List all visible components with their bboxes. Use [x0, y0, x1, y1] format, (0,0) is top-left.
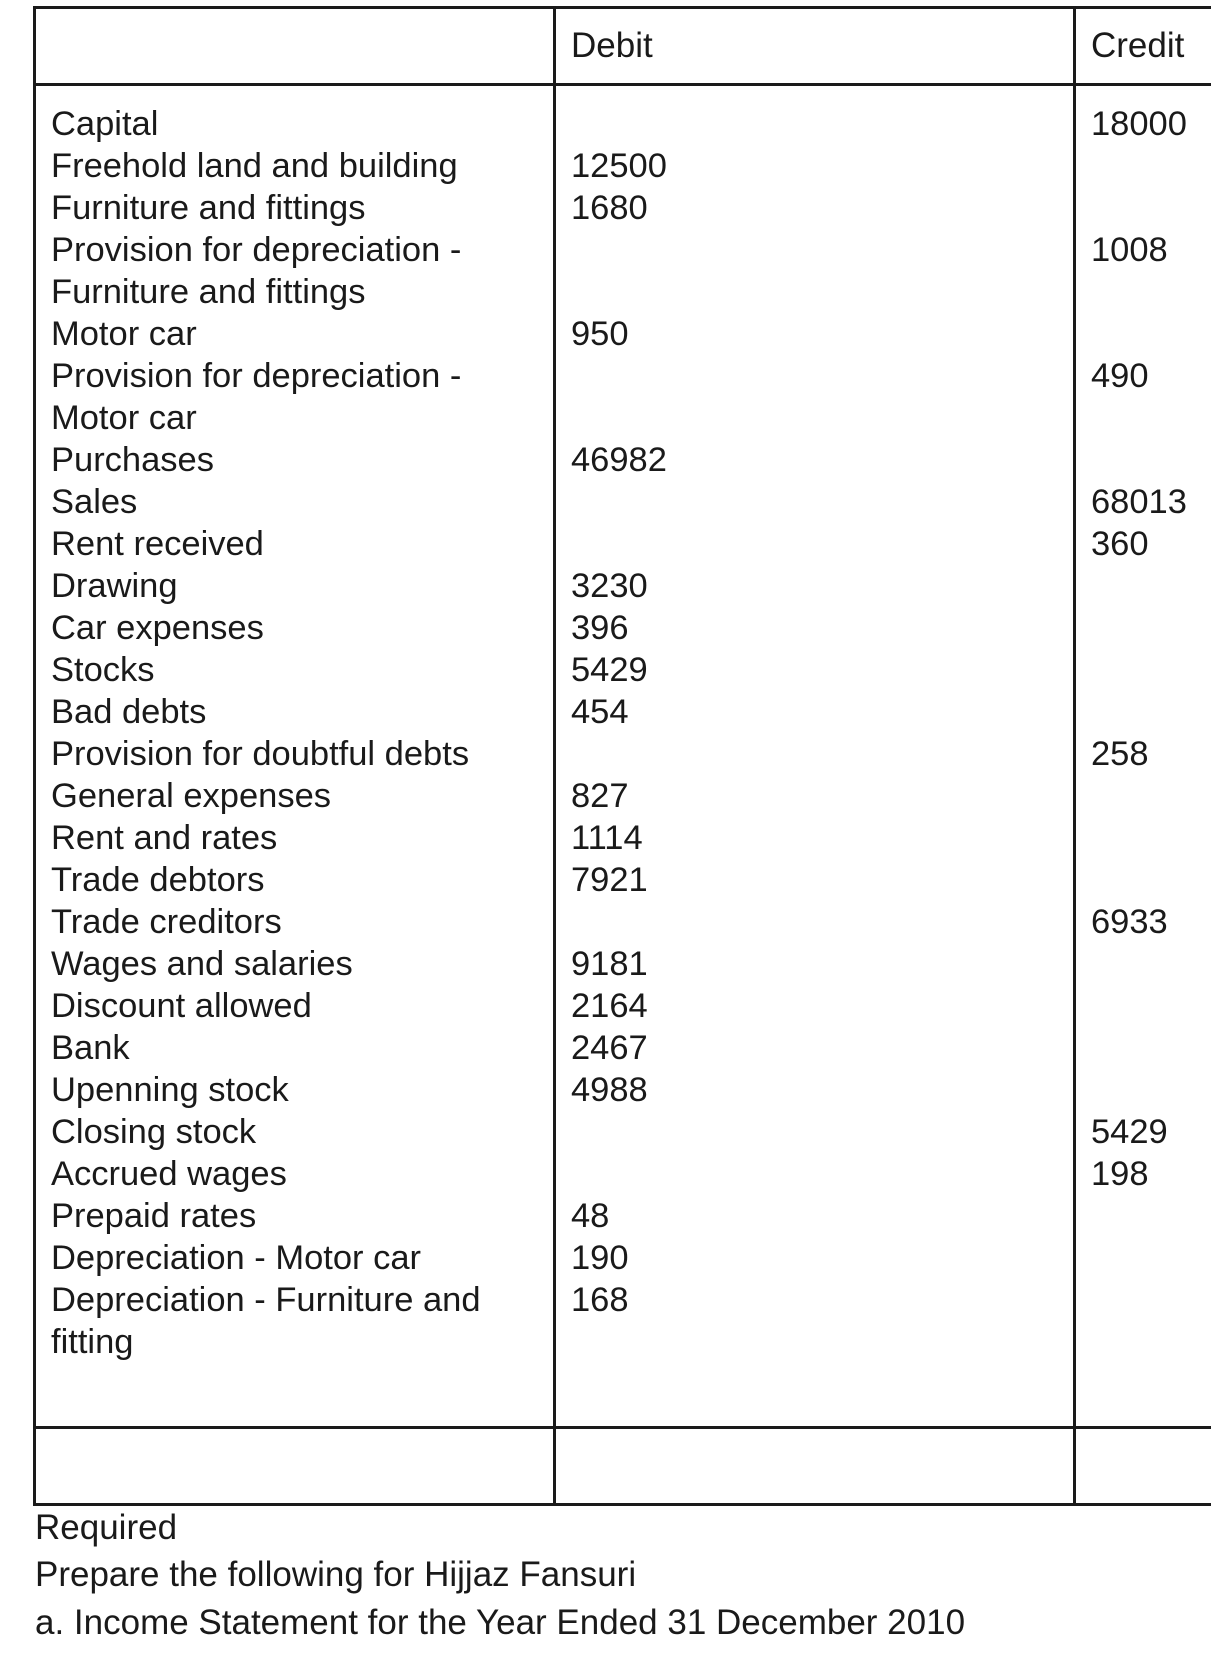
table-row: [0, 691, 1211, 733]
debit-amount: 12500: [571, 147, 667, 185]
account-name: Motor car: [51, 315, 197, 353]
account-name: Provision for depreciation - Motor car: [51, 357, 462, 437]
requirement-item-a: a. Income Statement for the Year Ended 31 December 2010: [35, 1603, 966, 1642]
debit-amount: 3230: [571, 567, 648, 605]
debit-amount: 48: [571, 1197, 610, 1235]
account-name: Drawing: [51, 567, 178, 605]
table-row: [0, 1237, 1211, 1279]
required-heading: Required: [35, 1508, 178, 1547]
credit-amount: 258: [1091, 735, 1149, 773]
table-row: [0, 481, 1211, 523]
account-name: Freehold land and building: [51, 147, 458, 185]
debit-amount: 827: [571, 777, 629, 815]
table-row: [0, 229, 1211, 313]
account-name: Provision for doubtful debts: [51, 735, 470, 773]
table-row: [0, 943, 1211, 985]
table-row: [0, 1153, 1211, 1195]
debit-amount: 1680: [571, 189, 648, 227]
account-name: Closing stock: [51, 1113, 257, 1151]
debit-amount: 5429: [571, 651, 648, 689]
account-name: Depreciation - Furniture and fitting: [51, 1281, 481, 1361]
account-name: Rent and rates: [51, 819, 278, 857]
table-row: [0, 775, 1211, 817]
credit-column-header: Credit: [1091, 26, 1185, 65]
table-row: [0, 187, 1211, 229]
debit-amount: 396: [571, 609, 629, 647]
table-row: [0, 1195, 1211, 1237]
table-row: [0, 859, 1211, 901]
table-row: [0, 1279, 1211, 1363]
account-name: Trade creditors: [51, 903, 282, 941]
account-name: Bad debts: [51, 693, 207, 731]
header-divider: [33, 83, 1211, 86]
credit-amount: 490: [1091, 357, 1149, 395]
account-name: Prepaid rates: [51, 1197, 257, 1235]
credit-amount: 18000: [1091, 105, 1187, 143]
credit-amount: 68013: [1091, 483, 1187, 521]
debit-amount: 454: [571, 693, 629, 731]
credit-amount: 198: [1091, 1155, 1149, 1193]
account-name: Trade debtors: [51, 861, 265, 899]
account-rows: [0, 103, 1211, 1363]
credit-amount: 1008: [1091, 231, 1168, 269]
account-name: Stocks: [51, 651, 155, 689]
debit-amount: 4988: [571, 1071, 648, 1109]
debit-amount: 2467: [571, 1029, 648, 1067]
debit-amount: 9181: [571, 945, 648, 983]
table-row: [0, 355, 1211, 439]
credit-amount: 5429: [1091, 1113, 1168, 1151]
account-name: Rent received: [51, 525, 264, 563]
account-name: Sales: [51, 483, 138, 521]
debit-amount: 1114: [571, 819, 643, 857]
totals-divider: [33, 1426, 1211, 1429]
account-name: Capital: [51, 105, 159, 143]
account-name: General expenses: [51, 777, 332, 815]
account-name: Depreciation - Motor car: [51, 1239, 422, 1277]
debit-amount: 46982: [571, 441, 667, 479]
debit-amount: 950: [571, 315, 629, 353]
requirements-section: [35, 1506, 965, 1646]
table-row: [0, 649, 1211, 691]
account-name: Furniture and fittings: [51, 189, 366, 227]
table-row: [0, 1069, 1211, 1111]
account-name: Wages and salaries: [51, 945, 353, 983]
table-row: [0, 733, 1211, 775]
debit-amount: 7921: [571, 861, 648, 899]
account-name: Purchases: [51, 441, 214, 479]
table-row: [0, 817, 1211, 859]
account-name: Discount allowed: [51, 987, 312, 1025]
instruction-text: Prepare the following for Hijjaz Fansuri: [35, 1555, 637, 1594]
debit-amount: 2164: [571, 987, 648, 1025]
debit-amount: 168: [571, 1281, 629, 1319]
table-row: [0, 145, 1211, 187]
debit-amount: 190: [571, 1239, 629, 1277]
table-row: [0, 1027, 1211, 1069]
table-row: [0, 985, 1211, 1027]
table-row: [0, 607, 1211, 649]
table-row: [0, 313, 1211, 355]
table-row: [0, 901, 1211, 943]
table-row: [0, 1111, 1211, 1153]
table-row: [0, 565, 1211, 607]
credit-amount: 360: [1091, 525, 1149, 563]
credit-amount: 6933: [1091, 903, 1168, 941]
account-name: Car expenses: [51, 609, 264, 647]
table-row: [0, 523, 1211, 565]
account-name: Upenning stock: [51, 1071, 289, 1109]
account-name: Accrued wages: [51, 1155, 287, 1193]
table-row: [0, 103, 1211, 145]
account-name: Provision for depreciation - Furniture and fittings: [51, 231, 462, 311]
debit-column-header: Debit: [571, 26, 653, 65]
table-row: [0, 439, 1211, 481]
account-name: Bank: [51, 1029, 130, 1067]
